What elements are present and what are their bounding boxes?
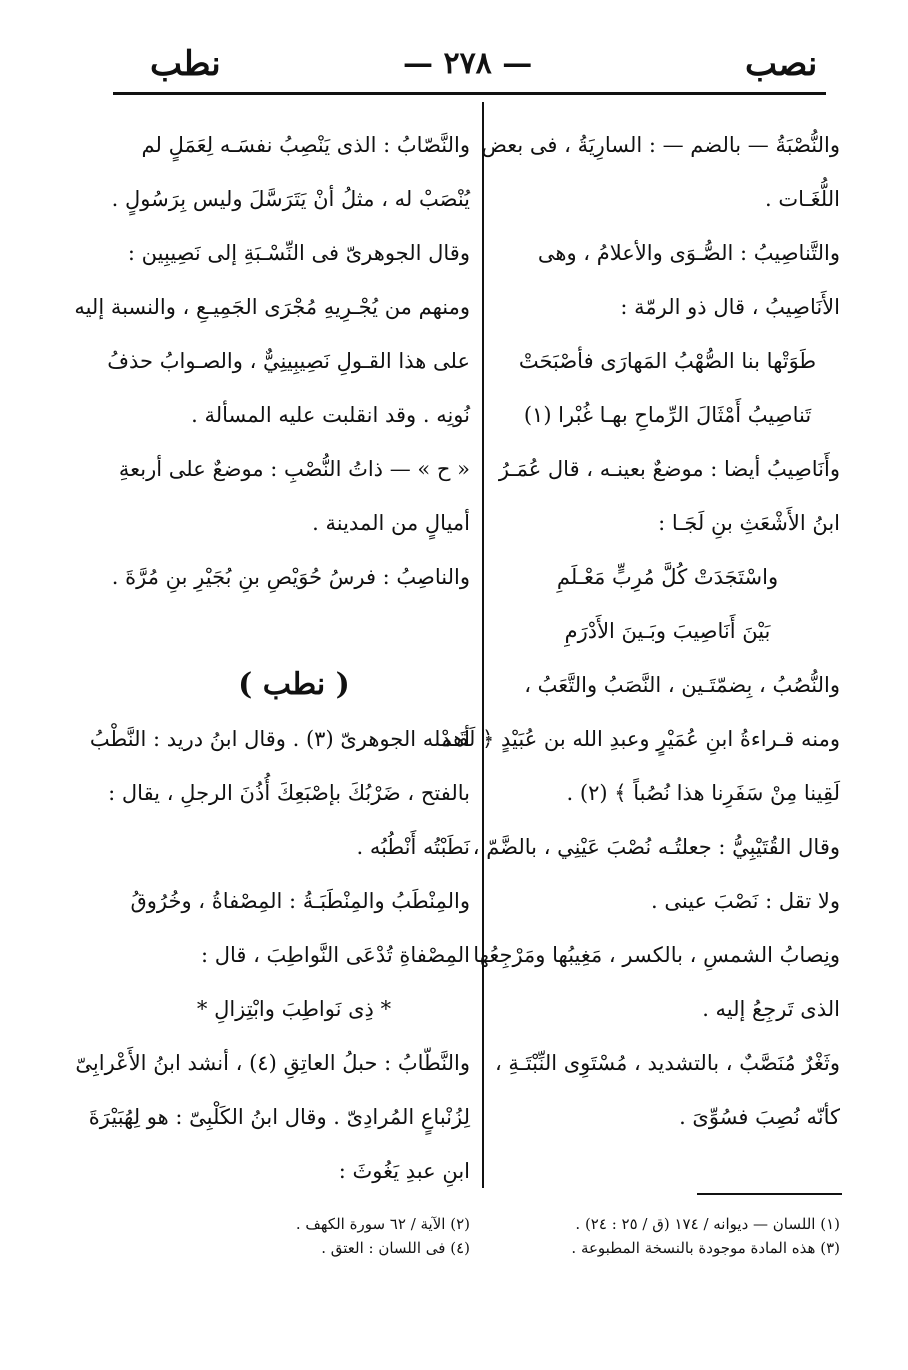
text-line: أميالٍ من المدينة . [312, 511, 470, 535]
text-line: « ح » — ذاتُ النُّصْبِ : موضعٌ على أربعةِ [118, 457, 470, 481]
text-line: أهمله الجوهرىّ (٣) . وقال ابنُ دريد : النَّطْبُ [89, 727, 470, 751]
text-line: والتَّناصِيبُ : الصُّـوَى والأعلامُ ، وهى [537, 241, 840, 265]
text-line: نَطَبْتُه أَنْطُبُه . [356, 835, 470, 859]
text-line: الأَنَاصِيبُ ، قال ذو الرمّة : [620, 295, 840, 319]
footnote: (٣) هذه المادة موجودة بالنسخة المطبوعة . [571, 1239, 840, 1257]
text-line: ومنهم من يُجْـرِيهِ مُجْرَى الجَمِيـعِ ، والنسبة إليه [74, 295, 470, 319]
footnote-rule [697, 1193, 842, 1195]
text-line: يُنْصَبْ له ، مثلُ أنْ يَتَرَسَّلَ وليس بِرَسُولٍ . [111, 187, 470, 211]
verse-line: * ذِى نَواطِبَ وابْتِزالِ * [196, 997, 392, 1021]
footnote: (٢) الآية / ٦٢ سورة الكهف . [295, 1215, 470, 1233]
text-line: على هذا القـولِ نَصِيبِينِيٌّ ، والصـوابُ حذفُ [107, 349, 470, 373]
footnote: (٤) فى اللسان : العتق . [321, 1239, 470, 1257]
text-line: الذى تَرجِعُ إليه . [702, 997, 840, 1021]
text-line: والنَّطّابُ : حبلُ العاتِقِ (٤) ، أنشد ابنُ الأَعْرابِىّ [75, 1051, 470, 1075]
text-line: ولا تقل : نَصْبَ عينى . [651, 889, 840, 913]
footnotes-left [140, 1212, 470, 1260]
text-line: وقال القُتَيْبِيُّ : جعلتُـه نُصْبَ عَيْنِي ، بالضَّمّ ، [472, 835, 840, 859]
text-line: والنَّصّابُ : الذى يَنْصِبُ نفسَـه لِعَمَلٍ لم [141, 133, 470, 157]
text-line: وقال الجوهرىّ فى النِّسْـبَةِ إلى نَصِيبِين : [127, 241, 470, 265]
right-column [441, 118, 840, 1144]
text-line: ابنُ الأَشْعَثِ بنِ لَجَـا : [658, 511, 840, 535]
text-line: نُونِه . وقد انقلبت عليه المسألة . [191, 403, 470, 427]
text-line: والنُّصْبَةُ — بالضم — : السارِيَةُ ، فى بعض [481, 133, 840, 157]
text-line: وأَنَاصِيبُ أيضا : موضعٌ بعينـه ، قال عُمَـرُ [498, 457, 840, 481]
footnote: (١) اللسان — ديوانه / ١٧٤ (ق / ٢٥ : ٢٤) . [575, 1215, 840, 1233]
left-column [74, 118, 470, 1198]
text-line: والنُّصُبُ ، بِضمّتَـين ، النَّصَبُ والتَّعَبُ ، [524, 673, 840, 697]
header-rule [113, 92, 826, 95]
text-line: وثَغْرٌ مُنَصَّبٌ ، بالتشديد ، مُسْتَوِى النِّبْتَـةِ ، [494, 1051, 840, 1075]
text-line: المِصْفاةِ تُدْعَى النَّواطِبَ ، قال : [200, 943, 470, 967]
text-line: ونِصابُ الشمسِ ، بالكسر ، مَغِيبُها ومَرْجِعُها [473, 943, 840, 967]
spacer [118, 604, 470, 658]
column-divider [482, 102, 484, 1188]
text-line: لِزُنْباعٍ المُرادِىّ . وقال ابنُ الكَلْبِىّ : هو لِهُبَيْرَةَ [88, 1105, 470, 1129]
header-root-word-left: نطب [150, 44, 221, 84]
verse-line: طَوَتْها بنا الصُّهْبُ المَهارَى فأصْبَحَتْ [518, 349, 817, 373]
text-line: لَقِينا مِنْ سَفَرِنا هذا نُصُباً ﴾ (٢) . [566, 781, 840, 805]
section-title: ( نطب ) [238, 667, 350, 702]
text-line: بالفتح ، ضَرْبُكَ بإصْبَعِكَ أُذُنَ الرجلِ ، يقال : [108, 781, 470, 805]
page-number: — ٢٧٨ — [403, 46, 533, 81]
text-line: ومنه قـراءةُ ابنِ عُمَيْرٍ وعبدِ الله بن عُبَيْدٍ ﴿ لَقَـدْ [441, 727, 840, 751]
text-line: ابنِ عبدِ يَغُوثَ : [338, 1159, 470, 1183]
verse-line: واسْتَجَدَتْ كُلَّ مُرِبٍّ مَعْـلَمِ [556, 565, 779, 589]
header-root-word-right: نصب [745, 44, 818, 84]
footnotes-right [495, 1212, 840, 1260]
text-line: كأنّه نُصِبَ فسُوِّىَ . [679, 1105, 840, 1129]
verse-line: تَناصِيبُ أَمْثَالَ الرِّماحِ بهـا غُبْرا (١) [523, 403, 812, 427]
text-line: والناصِبُ : فرسُ حُوَيْصِ بنِ بُجَيْرِ بنِ مُرَّةَ . [111, 565, 470, 589]
text-line: اللُّغَـات . [765, 187, 840, 211]
text-line: والمِنْطَبُ والمِنْطَبَـةُ : المِصْفاةُ ، وخُرُوقُ [130, 889, 470, 913]
verse-line: بَيْنَ أَنَاصِيبَ وبَـينَ الأَدْرَمِ [564, 619, 771, 643]
